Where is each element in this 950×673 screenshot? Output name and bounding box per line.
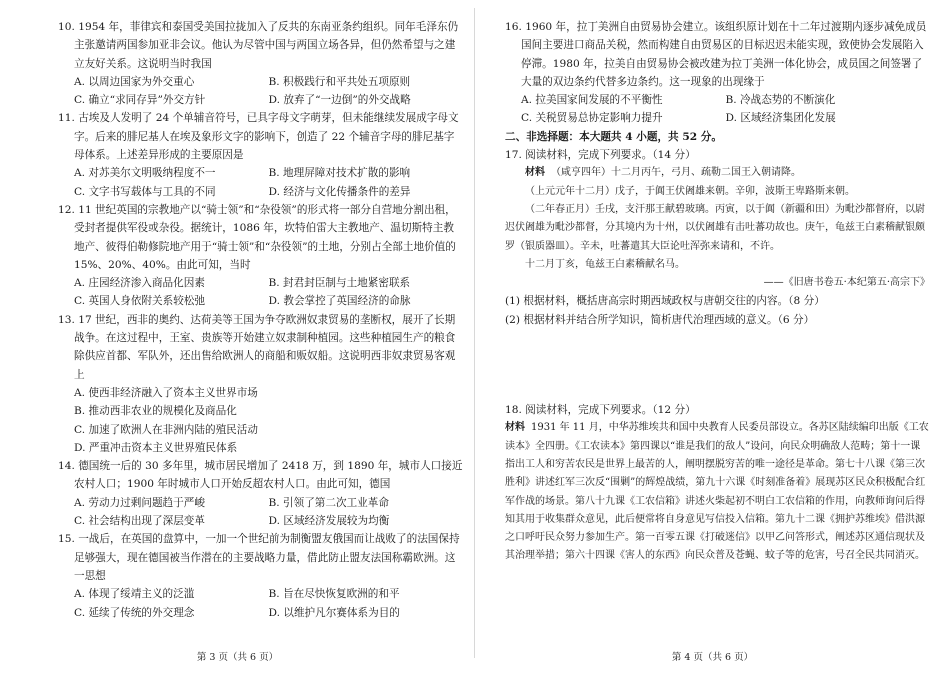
question-17-stem: 17. 阅读材料，完成下列要求。（14 分） (505, 149, 696, 162)
option: A. 体现了绥靖主义的泛滥 (74, 588, 195, 601)
sub-question: (1) 根据材料，概括唐高宗时期西域政权与唐朝交往的内容。（8 分） (505, 295, 825, 308)
question-options (58, 585, 463, 622)
question-options (58, 164, 463, 201)
right-page (475, 0, 950, 673)
question-options (58, 494, 463, 531)
question-block (58, 201, 463, 311)
option: C. 文字书写载体与工具的不同 (74, 185, 216, 198)
material-paragraph: （二年春正月）壬戌，支汗那王献碧玻璃。丙寅，以于阗（新疆和田）为毗沙都督府，以尉迟伏阇雄为毗沙都督，分其境内为十州，以伏阇雄有击吐蕃功故也。庚午，龟兹王白素稽献银颇罗（银质器皿）。辛未，吐蕃遣其大臣论吐浑弥来请和，不许。 (505, 203, 925, 252)
question-block (58, 109, 463, 200)
question-stem: 13. 17 世纪，西非的奥约、达荷美等王国为争夺欧洲奴隶贸易的垄断权，展开了长期战争。在这过程中，王室、贵族等开始建立奴隶制种植园。这些种植园生产的粮食除供应首都、军队外，还出售给欧洲人的商船和贩奴船。这说明西非奴隶贸易客观上 (58, 313, 456, 381)
option: A. 以周边国家为外交重心 (74, 75, 195, 88)
option: D. 严重冲击资本主义世界殖民体系 (74, 441, 238, 454)
option: D. 经济与文化传播条件的差异 (268, 185, 411, 198)
question-block (58, 530, 463, 621)
question-stem: 11. 古埃及人发明了 24 个单辅音符号，已具字母文字萌芽，但未能继续发展成字母文字。后来的腓尼基人在埃及象形文字的影响下，创造了 22 个辅音字母的腓尼基字母体系。上述差异形成的主要原因是 (58, 112, 459, 162)
option: A. 使西非经济融入了资本主义世界市场 (74, 386, 258, 399)
option: D. 区域经济集团化发展 (725, 112, 836, 125)
option: D. 以维护凡尔赛体系为目的 (268, 606, 400, 619)
material-paragraph: 十二月丁亥，龟兹王白素稽献名马。 (525, 258, 685, 270)
option: B. 封君封臣制与土地紧密联系 (268, 277, 411, 290)
material-label: 材料 (525, 167, 545, 179)
question-16 (505, 18, 930, 128)
material-paragraph: 材料 （咸亨四年）十二月丙午，弓月、疏勒二国王入朝请降。 (525, 167, 801, 179)
answer-space (505, 329, 930, 401)
material-source: ——《旧唐书卷五·本纪第五·高宗下》 (763, 277, 930, 289)
option: B. 旨在尽快恢复欧洲的和平 (268, 588, 400, 601)
option: B. 冷战态势的不断演化 (725, 94, 836, 107)
question-16-options (505, 91, 930, 128)
question-18-stem: 18. 阅读材料，完成下列要求。（12 分） (505, 404, 696, 417)
option: C. 加速了欧洲人在非洲内陆的殖民活动 (74, 423, 258, 436)
option: A. 庄园经济渗入商品化因素 (74, 277, 205, 290)
question-16-stem: 16. 1960 年，拉丁美洲自由贸易协会建立。该组织原计划在十二年过渡期内逐步减免成员国间主要进口商品关税，然而构建自由贸易区的目标迟迟未能实现，致使协会发展陷入停滞。1980 年，拉美自由贸易协会被改建为拉丁美洲一体化协会，成员国之间签署了大量的双边条约代替多边条约。这一现象的出现缘于 (505, 21, 927, 88)
option: A. 对苏美尔文明吸纳程度不一 (74, 167, 216, 180)
option: C. 确立“求同存异”外交方针 (74, 94, 206, 107)
question-stem: 10. 1954 年，菲律宾和泰国受美国拉拢加入了反共的东南亚条约组织。同年毛泽东仍主张邀请两国参加亚非会议。他认为尽管中国与两国立场各异，但仍然希望与之建立友好关系。这说明当时我国 (58, 21, 459, 70)
question-18 (505, 401, 930, 566)
question-stem: 15. 一战后，在英国的盘算中，一加一个世纪前为制衡盟友俄国而让战败了的法国保持足够强大，现在德国被当作潜在的主要战略力量，借此防止盟友法国称霸欧洲。这一思想 (58, 533, 460, 582)
question-stem: 14. 德国统一后的 30 多年里，城市居民增加了 2418 万，到 1890 年，城市人口接近农村人口；1900 年时城市人口开始反超农村人口。由此可知，德国 (58, 460, 463, 491)
question-block (58, 457, 463, 530)
option: C. 延续了传统的外交理念 (74, 606, 195, 619)
option: C. 社会结构出现了深层变革 (74, 515, 205, 528)
page-footer-right: 第 4 页（共 6 页） (671, 652, 754, 663)
material-paragraph: 材料 1931 年 11 月，中华苏维埃共和国中央教育人民委员部设立。各苏区陆续编印出版《工农读本》全四册。《工农读本》第四课以“谁是我们的敌人”设问，向民众明确敌人范畴；第十一课指出工人和穷苦农民是世界上最苦的人，阐明摆脱穷苦的唯一途径是革命。第七十八课《第三次胜利》讲述红军三次反“围剿”的辉煌战绩，第九十六课《时刻准备着》展现苏区民众积极配合红军作战的场景。第八十九课《工农信箱》讲述火柴起初不明白工农信箱的作用，向教师询问后得知其用于收集群众意见，此后便常将自身意见写信投入信箱。第九十二课《拥护苏维埃》借洪源之口呼吁民众努力参加生产。第一百零五课《打破迷信》以甲乙问答形式，阐述苏区通信现状及其治理举措；第六十四课《害人的东西》向民众普及苍蝇、蚊子等的危害，号召全民共同消灭。 (505, 422, 929, 562)
left-question-list (58, 18, 463, 622)
option: B. 推动西非农业的规模化及商品化 (74, 405, 237, 418)
question-options (58, 73, 463, 110)
option: D. 教会掌控了英国经济的命脉 (268, 295, 411, 308)
option: C. 关税贸易总协定影响力提升 (521, 112, 663, 125)
question-options (58, 384, 463, 457)
question-17 (505, 146, 930, 329)
question-stem: 12. 11 世纪英国的宗教地产以“骑士领”和“杂役领”的形式将一部分自营地分割出租，受封者提供军役或杂役。据统计，1086 年，坎特伯雷大主教地产、温切斯特主教地产、彼得伯勒修院地产用于“骑士领”和“杂役领”的土地，分别占全部土地价值的 15%、20%、40%。由此可知，当时 (58, 203, 456, 271)
sub-question: (2) 根据材料并结合所学知识，简析唐代治理西域的意义。（6 分） (505, 313, 815, 326)
option: A. 拉美国家间发展的不平衡性 (521, 94, 663, 107)
material-label: 材料 (505, 422, 525, 434)
material-paragraph: （上元元年十二月）戊子，于阗王伏阇雄来朝。辛卯，波斯王卑路斯来朝。 (525, 185, 855, 197)
question-options (58, 274, 463, 311)
option: B. 积极践行和平共处五项原则 (268, 75, 411, 88)
option: A. 劳动力过剩问题趋于严峻 (74, 496, 205, 509)
option: B. 引领了第二次工业革命 (268, 496, 389, 509)
option: C. 英国人身依附关系较松弛 (74, 295, 205, 308)
question-block (58, 311, 463, 457)
option: D. 放弃了“一边倒”的外交战略 (268, 94, 411, 107)
option: B. 地理屏障对技术扩散的影响 (268, 167, 411, 180)
section-title: 二、非选择题：本大题共 4 小题，共 52 分。 (505, 130, 722, 143)
option: D. 区域经济发展较为均衡 (268, 515, 390, 528)
page-footer-left: 第 3 页（共 6 页） (196, 652, 279, 663)
question-block (58, 18, 463, 109)
